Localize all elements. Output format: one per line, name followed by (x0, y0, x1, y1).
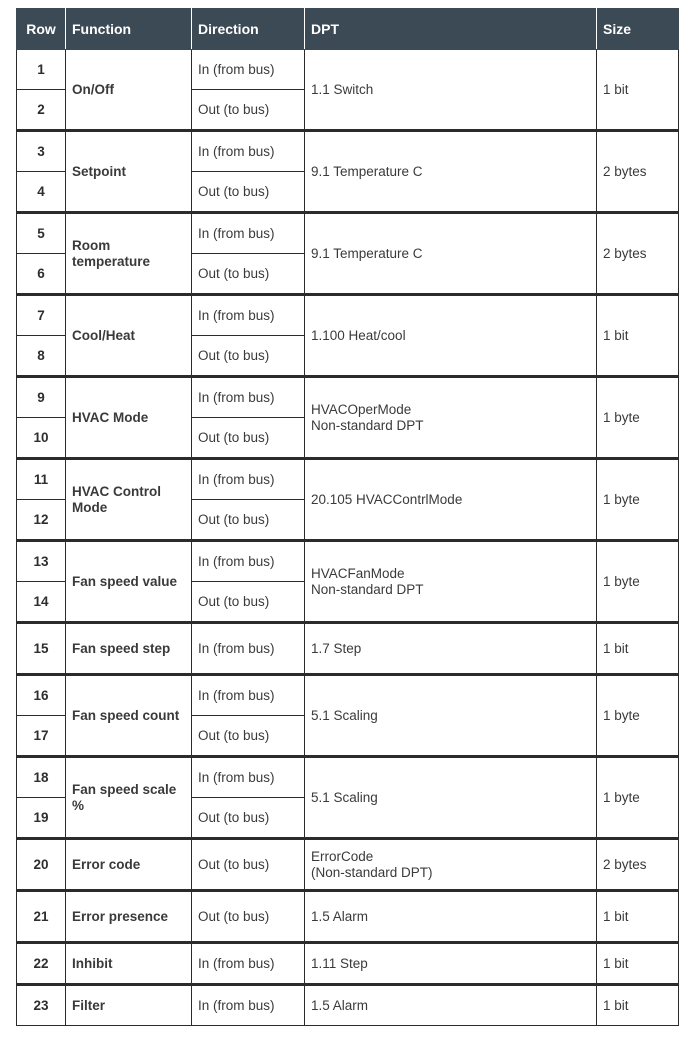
table-row (17, 50, 679, 90)
size-cell: 2 bytes (597, 131, 679, 213)
row-number: 19 (17, 798, 66, 839)
table-row (17, 891, 679, 943)
dpt-cell: 1.7 Step (305, 623, 597, 675)
size-cell: 1 byte (597, 675, 679, 757)
row-number: 15 (17, 623, 66, 675)
header-size: Size (597, 9, 679, 50)
table-row (17, 757, 679, 798)
row-number: 4 (17, 172, 66, 213)
direction-cell: In (from bus) (192, 295, 305, 336)
dpt-cell: 9.1 Temperature C (305, 131, 597, 213)
header-dpt: DPT (305, 9, 597, 50)
row-number: 5 (17, 213, 66, 254)
size-cell: 1 byte (597, 459, 679, 541)
row-number: 8 (17, 336, 66, 377)
direction-cell: In (from bus) (192, 377, 305, 418)
row-number: 17 (17, 716, 66, 757)
header-function: Function (66, 9, 192, 50)
direction-cell: In (from bus) (192, 541, 305, 582)
function-cell: On/Off (66, 50, 192, 131)
row-number: 22 (17, 943, 66, 985)
function-cell: Cool/Heat (66, 295, 192, 377)
table-row (17, 623, 679, 675)
function-cell: Fan speed count (66, 675, 192, 757)
function-cell: Error presence (66, 891, 192, 943)
size-cell: 1 bit (597, 943, 679, 985)
dpt-cell: HVACOperMode Non-standard DPT (305, 377, 597, 459)
direction-cell: Out (to bus) (192, 500, 305, 541)
table-row (17, 675, 679, 716)
direction-cell: Out (to bus) (192, 418, 305, 459)
dpt-cell: HVACFanMode Non-standard DPT (305, 541, 597, 623)
row-number: 12 (17, 500, 66, 541)
table-row (17, 839, 679, 891)
row-number: 9 (17, 377, 66, 418)
table-row (17, 131, 679, 172)
row-number: 16 (17, 675, 66, 716)
direction-cell: In (from bus) (192, 131, 305, 172)
table-row (17, 943, 679, 985)
direction-cell: Out (to bus) (192, 254, 305, 295)
table-row (17, 459, 679, 500)
direction-cell: Out (to bus) (192, 90, 305, 131)
row-number: 10 (17, 418, 66, 459)
knx-object-table (16, 8, 679, 1026)
dpt-cell: 1.1 Switch (305, 50, 597, 131)
size-cell: 1 bit (597, 985, 679, 1026)
function-cell: HVAC Mode (66, 377, 192, 459)
size-cell: 2 bytes (597, 213, 679, 295)
size-cell: 1 bit (597, 891, 679, 943)
direction-cell: In (from bus) (192, 50, 305, 90)
row-number: 23 (17, 985, 66, 1026)
size-cell: 1 bit (597, 623, 679, 675)
direction-cell: In (from bus) (192, 943, 305, 985)
row-number: 21 (17, 891, 66, 943)
row-number: 7 (17, 295, 66, 336)
direction-cell: Out (to bus) (192, 839, 305, 891)
row-number: 13 (17, 541, 66, 582)
size-cell: 1 byte (597, 541, 679, 623)
size-cell: 1 byte (597, 377, 679, 459)
dpt-cell: ErrorCode (Non-standard DPT) (305, 839, 597, 891)
row-number: 20 (17, 839, 66, 891)
row-number: 3 (17, 131, 66, 172)
direction-cell: In (from bus) (192, 213, 305, 254)
direction-cell: In (from bus) (192, 985, 305, 1026)
table-row (17, 377, 679, 418)
dpt-cell: 9.1 Temperature C (305, 213, 597, 295)
row-number: 14 (17, 582, 66, 623)
table-header-row (17, 9, 679, 50)
table-row (17, 985, 679, 1026)
direction-cell: Out (to bus) (192, 798, 305, 839)
function-cell: Inhibit (66, 943, 192, 985)
function-cell: HVAC Control Mode (66, 459, 192, 541)
direction-cell: Out (to bus) (192, 336, 305, 377)
size-cell: 1 bit (597, 295, 679, 377)
function-cell: Filter (66, 985, 192, 1026)
header-direction: Direction (192, 9, 305, 50)
direction-cell: In (from bus) (192, 623, 305, 675)
direction-cell: Out (to bus) (192, 582, 305, 623)
size-cell: 2 bytes (597, 839, 679, 891)
function-cell: Room temperature (66, 213, 192, 295)
function-cell: Fan speed scale % (66, 757, 192, 839)
direction-cell: In (from bus) (192, 757, 305, 798)
row-number: 1 (17, 50, 66, 90)
size-cell: 1 bit (597, 50, 679, 131)
dpt-cell: 5.1 Scaling (305, 757, 597, 839)
dpt-cell: 5.1 Scaling (305, 675, 597, 757)
function-cell: Fan speed step (66, 623, 192, 675)
direction-cell: Out (to bus) (192, 891, 305, 943)
table-row (17, 213, 679, 254)
table-row (17, 541, 679, 582)
direction-cell: In (from bus) (192, 459, 305, 500)
direction-cell: Out (to bus) (192, 716, 305, 757)
function-cell: Setpoint (66, 131, 192, 213)
direction-cell: Out (to bus) (192, 172, 305, 213)
function-cell: Error code (66, 839, 192, 891)
row-number: 6 (17, 254, 66, 295)
table-row (17, 295, 679, 336)
row-number: 2 (17, 90, 66, 131)
table-body (17, 50, 679, 1026)
dpt-cell: 20.105 HVACContrlMode (305, 459, 597, 541)
dpt-cell: 1.100 Heat/cool (305, 295, 597, 377)
dpt-cell: 1.11 Step (305, 943, 597, 985)
direction-cell: In (from bus) (192, 675, 305, 716)
dpt-cell: 1.5 Alarm (305, 891, 597, 943)
function-cell: Fan speed value (66, 541, 192, 623)
dpt-cell: 1.5 Alarm (305, 985, 597, 1026)
size-cell: 1 byte (597, 757, 679, 839)
header-row: Row (17, 9, 66, 50)
row-number: 18 (17, 757, 66, 798)
row-number: 11 (17, 459, 66, 500)
